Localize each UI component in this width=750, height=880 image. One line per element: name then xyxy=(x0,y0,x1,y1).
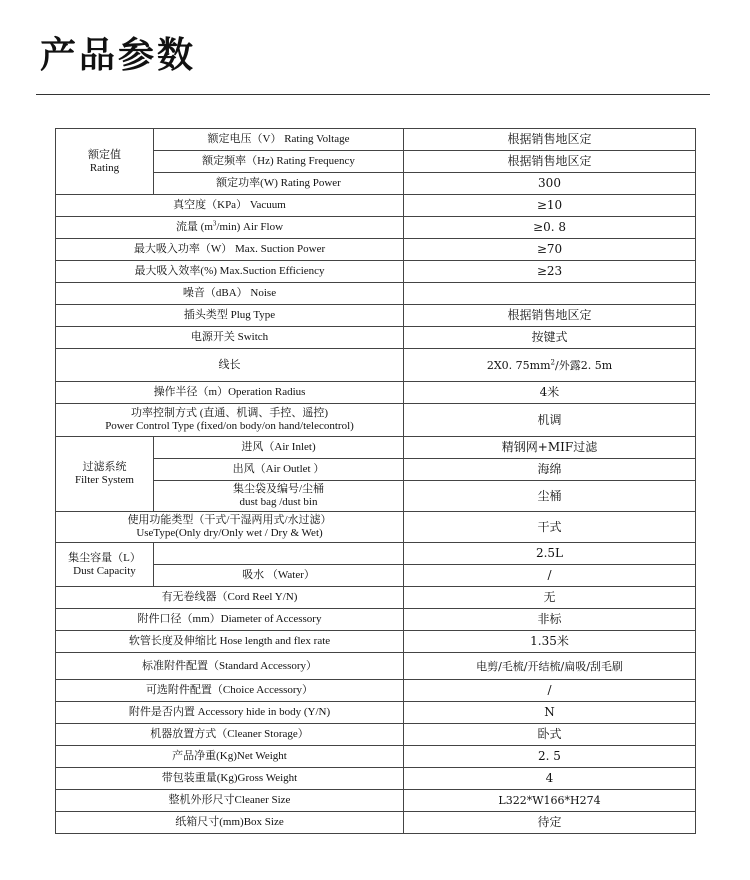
dust-bag-label xyxy=(154,481,404,512)
table-row xyxy=(56,261,696,283)
table-row xyxy=(56,680,696,702)
rating-power-value: 300 xyxy=(404,173,696,195)
cleaner-storage-value: 卧式 xyxy=(404,724,696,746)
table-row xyxy=(56,812,696,834)
power-control-label-cn: 功率控制方式 (直通、机调、手控、遥控) xyxy=(130,407,329,419)
box-size-value: 待定 xyxy=(404,812,696,834)
accessory-hide-value: N xyxy=(404,702,696,724)
dust-capacity-group-label xyxy=(56,543,154,587)
air-inlet-value: 精钢网+MIF过滤 xyxy=(404,437,696,459)
switch-label: 电源开关 Switch xyxy=(56,327,404,349)
table-row xyxy=(56,702,696,724)
rating-frequency-label: 额定频率（Hz) Rating Frequency xyxy=(154,151,404,173)
noise-label: 噪音（dBA） Noise xyxy=(56,283,404,305)
dust-capacity-value: 2.5L xyxy=(404,543,696,565)
choice-accessory-value: / xyxy=(404,680,696,702)
air-flow-value: ≥0. 8 xyxy=(404,217,696,239)
accessory-hide-label: 附件是否内置 Accessory hide in body (Y/N) xyxy=(56,702,404,724)
suction-efficiency-value: ≥23 xyxy=(404,261,696,283)
table-row xyxy=(56,239,696,261)
hose-label: 软管长度及伸缩比 Hose length and flex rate xyxy=(56,631,404,653)
table-row xyxy=(56,283,696,305)
table-row xyxy=(56,195,696,217)
table-row xyxy=(56,404,696,437)
cord-length-value: 2X0. $75mm^2/$外露2. 5m xyxy=(404,349,696,382)
table-row xyxy=(56,609,696,631)
table-row xyxy=(56,129,696,151)
rating-power-label: 额定功率(W) Rating Power xyxy=(154,173,404,195)
dust-bag-label-en: dust bag /dust bin xyxy=(239,496,318,508)
accessory-diameter-label: 附件口径（mm）Diameter of Accessory xyxy=(56,609,404,631)
cord-reel-label: 有无卷线器（Cord Reel Y/N) xyxy=(56,587,404,609)
table-row xyxy=(56,327,696,349)
table-row xyxy=(56,768,696,790)
table-row xyxy=(56,217,696,239)
table-row xyxy=(56,587,696,609)
accessory-diameter-value: 非标 xyxy=(404,609,696,631)
operation-radius-value: 4米 xyxy=(404,382,696,404)
rating-group-label xyxy=(56,129,154,195)
net-weight-label: 产品净重(Kg)Net Weight xyxy=(56,746,404,768)
filter-system-label-cn: 过滤系统 xyxy=(82,461,127,473)
filter-system-group-label xyxy=(56,437,154,512)
choice-accessory-label: 可选附件配置（Choice Accessory） xyxy=(56,680,404,702)
operation-radius-label: 操作半径（m）Operation Radius xyxy=(56,382,404,404)
cleaner-size-label: 整机外形尺寸Cleaner Size xyxy=(56,790,404,812)
suction-efficiency-label: 最大吸入效率(%) Max.Suction Efficiency xyxy=(56,261,404,283)
rating-group-label-en: Rating xyxy=(89,161,120,174)
gross-weight-label: 带包装重量(Kg)Gross Weight xyxy=(56,768,404,790)
water-label: 吸水 （Water） xyxy=(154,565,404,587)
suction-power-label: 最大吸入功率（W） Max. Suction Power xyxy=(56,239,404,261)
switch-value: 按键式 xyxy=(404,327,696,349)
gross-weight-value: 4 xyxy=(404,768,696,790)
rating-frequency-value: 根据销售地区定 xyxy=(404,151,696,173)
dust-capacity-label-cn: 集尘容量（L） xyxy=(68,551,141,564)
table-row xyxy=(56,790,696,812)
box-size-label: 纸箱尺寸(mm)Box Size xyxy=(56,812,404,834)
air-inlet-label: 进风（Air Inlet) xyxy=(154,437,404,459)
spec-table xyxy=(55,128,696,834)
net-weight-value: 2. 5 xyxy=(404,746,696,768)
dust-bag-value: 尘桶 xyxy=(404,481,696,512)
dust-bag-label-cn: 集尘袋及编号/尘桶 xyxy=(232,483,325,495)
cord-reel-value: 无 xyxy=(404,587,696,609)
table-row xyxy=(56,746,696,768)
noise-value xyxy=(404,283,696,305)
air-flow-label: 流量 $(m^3/\min)$ Air Flow xyxy=(56,217,404,239)
title-divider xyxy=(36,94,710,95)
use-type-label-cn: 使用功能类型（干式/干湿两用式/水过滤） xyxy=(127,514,332,526)
cleaner-size-value: L322*W166*H274 xyxy=(404,790,696,812)
use-type-label-en: UseType(Only dry/Only wet / Dry & Wet) xyxy=(136,527,323,539)
power-control-label-en: Power Control Type (fixed/on body/on hand/telecontrol) xyxy=(105,420,354,432)
table-row xyxy=(56,724,696,746)
cord-length-label: 线长 xyxy=(56,349,404,382)
cleaner-storage-label: 机器放置方式（Cleaner Storage） xyxy=(56,724,404,746)
table-row xyxy=(56,437,696,459)
suction-power-value: ≥70 xyxy=(404,239,696,261)
dust-capacity-empty-cell xyxy=(154,543,404,565)
plug-type-label: 插头类型 Plug Type xyxy=(56,305,404,327)
table-row xyxy=(56,382,696,404)
use-type-label xyxy=(56,512,404,543)
table-row xyxy=(56,349,696,382)
table-row xyxy=(56,512,696,543)
plug-type-value: 根据销售地区定 xyxy=(404,305,696,327)
vacuum-value: ≥10 xyxy=(404,195,696,217)
standard-accessory-value: 电剪/毛梳/开结梳/扁吸/刮毛刷 xyxy=(404,653,696,680)
filter-system-label-en: Filter System xyxy=(75,474,134,486)
water-value: / xyxy=(404,565,696,587)
standard-accessory-label: 标准附件配置（Standard Accessory） xyxy=(56,653,404,680)
table-row xyxy=(56,543,696,565)
use-type-value: 干式 xyxy=(404,512,696,543)
page-title: 产品参数 xyxy=(40,35,197,76)
power-control-label xyxy=(56,404,404,437)
rating-group-label-cn: 额定值 xyxy=(88,148,121,161)
rating-voltage-label: 额定电压（V） Rating Voltage xyxy=(154,129,404,151)
vacuum-label: 真空度（KPa） Vacuum xyxy=(56,195,404,217)
rating-voltage-value: 根据销售地区定 xyxy=(404,129,696,151)
table-row xyxy=(56,653,696,680)
air-outlet-label: 出风（Air Outlet ） xyxy=(154,459,404,481)
hose-value: 1.35米 xyxy=(404,631,696,653)
table-row xyxy=(56,305,696,327)
power-control-value: 机调 xyxy=(404,404,696,437)
dust-capacity-label-en: Dust Capacity xyxy=(73,564,136,577)
air-outlet-value: 海绵 xyxy=(404,459,696,481)
table-row xyxy=(56,631,696,653)
